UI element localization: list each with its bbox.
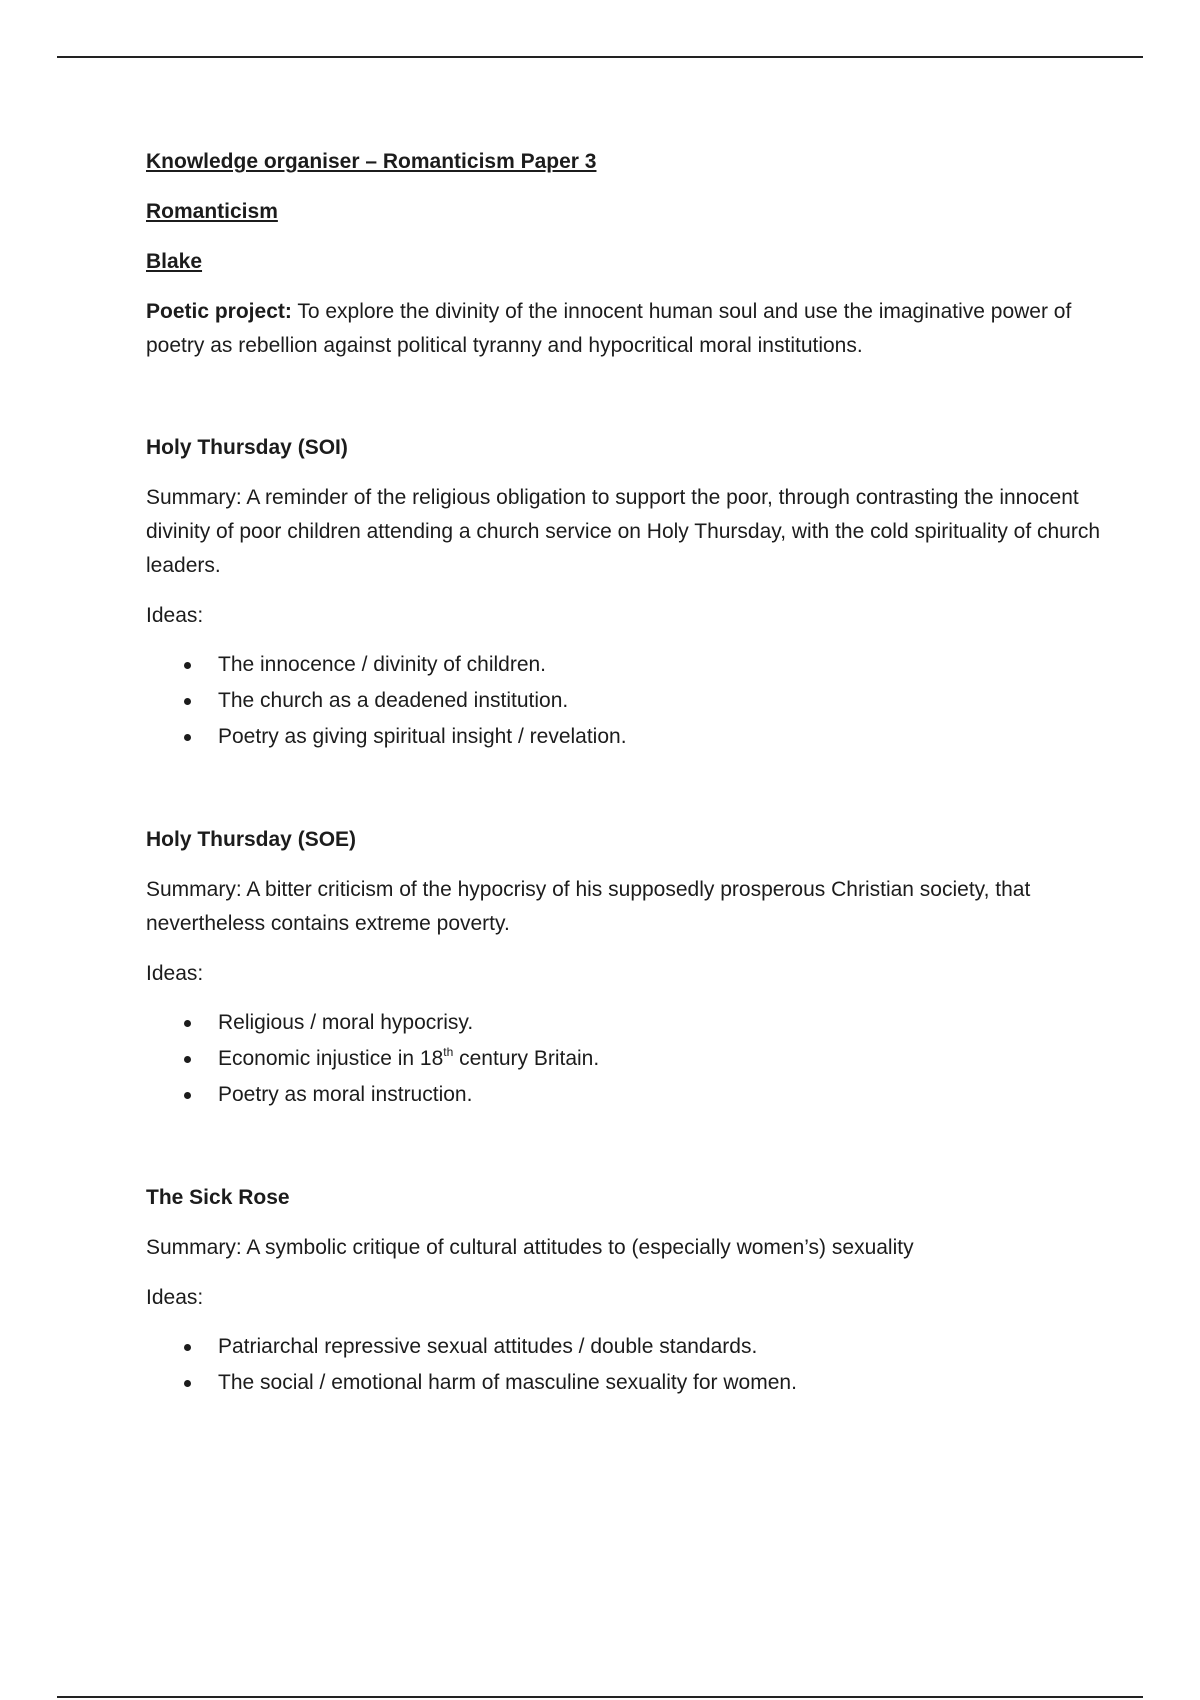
document-body: [146, 145, 1106, 1469]
poet-heading: Blake: [146, 250, 203, 273]
ideas-label: Ideas:: [146, 962, 204, 985]
poem-section: [146, 1181, 1106, 1401]
idea-item: Patriarchal repressive sexual attitudes / double standards.: [146, 1329, 1106, 1365]
section-heading: Romanticism: [146, 200, 278, 223]
idea-text: century Britain.: [453, 1047, 600, 1070]
ideas-list: [146, 1005, 1106, 1113]
idea-item: The church as a deadened institution.: [146, 683, 1106, 719]
ideas-list: [146, 647, 1106, 755]
poem-summary: Summary: A bitter criticism of the hypocrisy of his supposedly prosperous Christian society, that nevertheless contains extreme poverty.: [146, 878, 1031, 935]
poem-summary: Summary: A reminder of the religious obligation to support the poor, through contrasting the innocent divinity of poor children attending a church service on Holy Thursday, with the cold spirituality of church leaders.: [146, 486, 1101, 577]
top-rule: [57, 56, 1143, 58]
idea-item: Poetry as moral instruction.: [146, 1077, 1106, 1113]
poem-section: [146, 431, 1106, 755]
document-title: Knowledge organiser – Romanticism Paper 3: [146, 150, 597, 173]
idea-item: The innocence / divinity of children.: [146, 647, 1106, 683]
poetic-project-text: To explore the divinity of the innocent human soul and use the imaginative power of poetry as rebellion against political tyranny and hypocritical moral institutions.: [146, 300, 1072, 357]
bottom-rule: [57, 1696, 1143, 1698]
idea-item: Poetry as giving spiritual insight / revelation.: [146, 719, 1106, 755]
poetic-project: [146, 295, 1106, 363]
poetic-project-label: Poetic project:: [146, 300, 292, 323]
idea-item: Religious / moral hypocrisy.: [146, 1005, 1106, 1041]
poem-section: [146, 823, 1106, 1113]
poem-title: Holy Thursday (SOI): [146, 436, 348, 459]
ideas-label: Ideas:: [146, 1286, 204, 1309]
ideas-label: Ideas:: [146, 604, 204, 627]
idea-item: The social / emotional harm of masculine sexuality for women.: [146, 1365, 1106, 1401]
ordinal-suffix: th: [443, 1045, 454, 1059]
poem-title: The Sick Rose: [146, 1186, 290, 1209]
poem-title: Holy Thursday (SOE): [146, 828, 357, 851]
poem-summary: Summary: A symbolic critique of cultural attitudes to (especially women’s) sexuality: [146, 1236, 914, 1259]
idea-text: Economic injustice in 18: [218, 1047, 444, 1070]
idea-item: [146, 1041, 1106, 1077]
ideas-list: [146, 1329, 1106, 1401]
